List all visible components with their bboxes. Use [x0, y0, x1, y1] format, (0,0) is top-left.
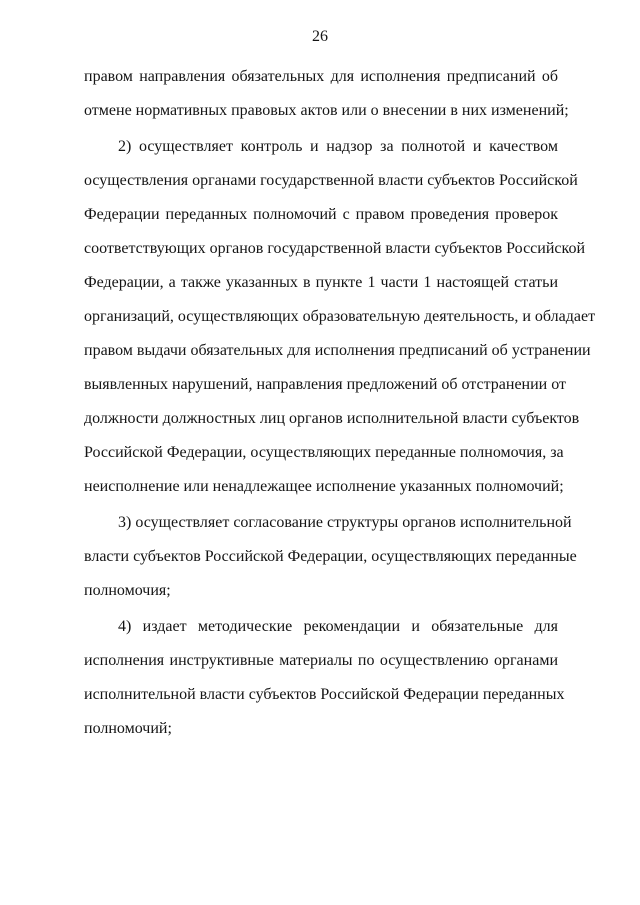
paragraph-item-2-line-7: правом выдачи обязательных для исполнения предписаний об устранении — [84, 342, 591, 359]
paragraph-item-2-line-2: осуществления органами государственной власти субъектов Российской — [84, 172, 578, 189]
paragraph-item-3-line-3: полномочия; — [84, 582, 171, 599]
paragraph-item-2-line-11: неисполнение или ненадлежащее исполнение указанных полномочий; — [84, 478, 564, 495]
paragraph-item-2-line-3: Федерации переданных полномочий с правом проведения проверок — [84, 206, 558, 223]
paragraph-item-4-line-4: полномочий; — [84, 720, 172, 737]
paragraph-item-4-line-1: 4) издает методические рекомендации и обязательные для — [118, 618, 558, 635]
paragraph-item-3-line-2: власти субъектов Российской Федерации, осуществляющих переданные — [84, 548, 577, 565]
paragraph-item-4-line-2: исполнения инструктивные материалы по осуществлению органами — [84, 652, 558, 669]
paragraph-item-4-line-3: исполнительной власти субъектов Российской Федерации переданных — [84, 686, 565, 703]
paragraph-item-2-line-4: соответствующих органов государственной власти субъектов Российской — [84, 240, 586, 257]
paragraph-item-2-line-8: выявленных нарушений, направления предложений об отстранении от — [84, 376, 567, 393]
page-number: 26 — [312, 28, 328, 45]
paragraph-item-2-line-5: Федерации, а также указанных в пункте 1 части 1 настоящей статьи — [84, 274, 558, 291]
paragraph-item-3-line-1: 3) осуществляет согласование структуры органов исполнительной — [118, 514, 572, 531]
paragraph-item-2-line-6: организаций, осуществляющих образовательную деятельность, и обладает — [84, 308, 596, 325]
paragraph-continuation-line-1: правом направления обязательных для исполнения предписаний об — [84, 68, 558, 85]
paragraph-continuation-line-2: отмене нормативных правовых актов или о внесении в них изменений; — [84, 102, 569, 119]
paragraph-item-2-line-1: 2) осуществляет контроль и надзор за полнотой и качеством — [118, 138, 558, 155]
paragraph-item-2-line-10: Российской Федерации, осуществляющих переданные полномочия, за — [84, 444, 564, 461]
paragraph-item-2-line-9: должности должностных лиц органов исполнительной власти субъектов — [84, 410, 580, 427]
